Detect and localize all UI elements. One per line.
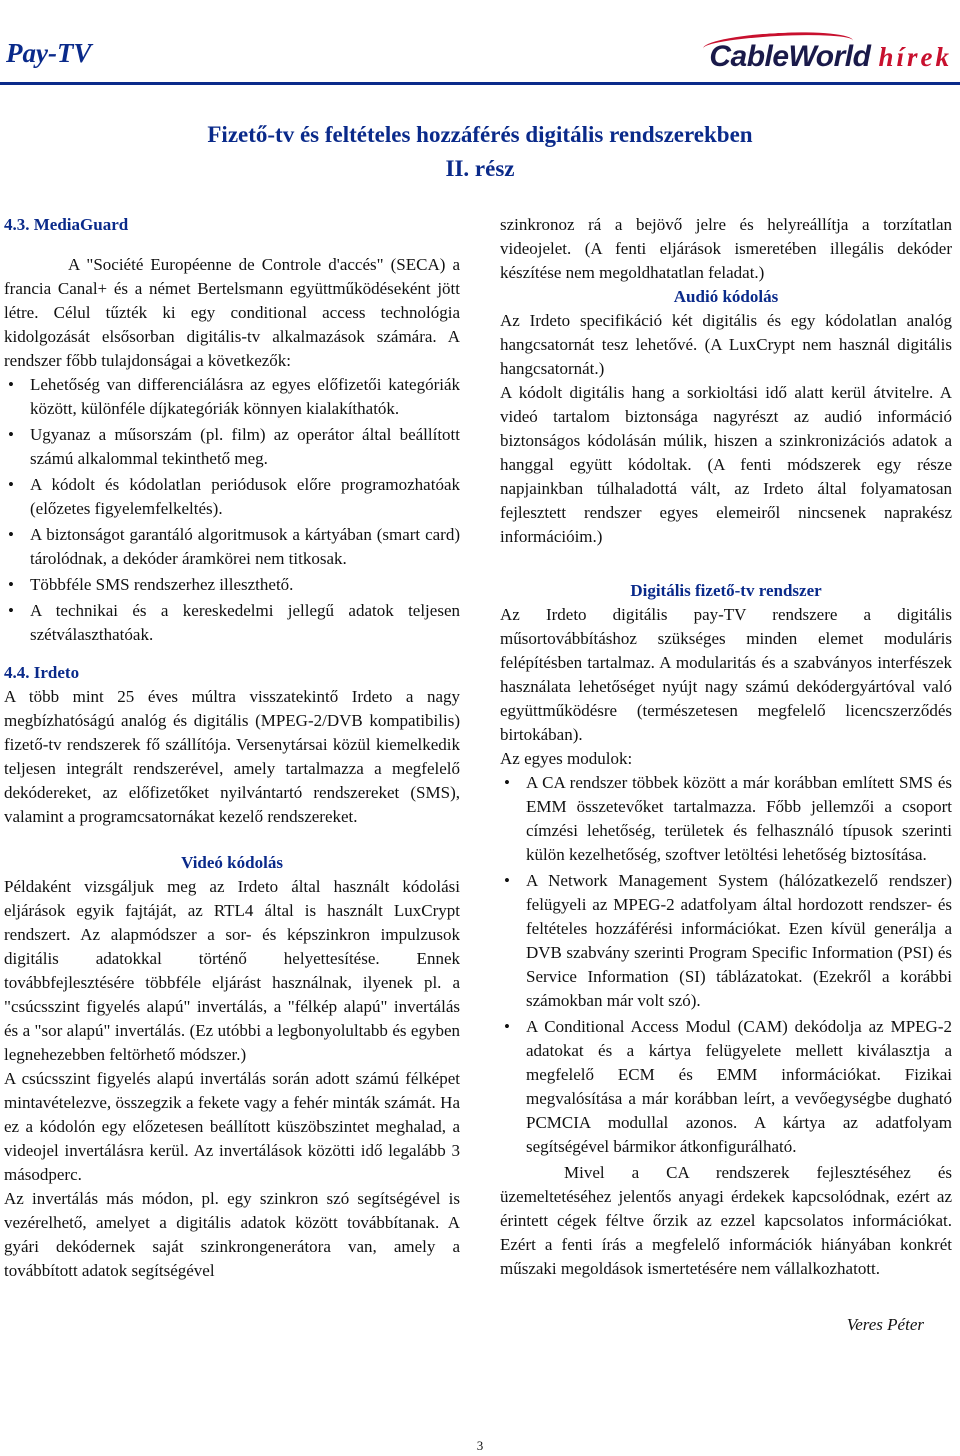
modules-intro: Az egyes modulok:: [500, 749, 633, 768]
list-item: • Ugyanaz a műsorszám (pl. film) az operátor által beállított számú alkalommal tekinthető meg.: [4, 423, 460, 471]
list-item: • Többféle SMS rendszerhez illeszthető.: [4, 573, 460, 597]
closing-paragraph: Mivel a CA rendszerek fejlesztéséhez és üzemeltetéséhez jelentős anyagi érdekek kapcsolódnak, ezért az érintett cégek féltve őrzik az ezzel kapcsolatos információkat. Ezért a fenti írás a megfelelő információk hiányában konkrét műszaki megoldások ismertetésére nem vállalkozhatott.: [500, 1163, 952, 1278]
article-title: [0, 118, 960, 186]
section-heading-irdeto: 4.4. Irdeto: [4, 663, 80, 682]
video-coding-heading: Videó kódolás: [181, 853, 283, 872]
author-signature: Veres Péter: [846, 1315, 924, 1334]
mediaguard-feature-list: [4, 373, 460, 647]
mediaguard-intro: A "Société Européenne de Controle d'accés" (SECA) a francia Canal+ és a német Bertelsmann együttműködéseként jött létre. Célul tűzték ki egy conditional access technológia kidolgozását elsősorban digitális-tv alkalmazások számára. A rendszer főbb tulajdonságai a következők:: [4, 255, 460, 370]
list-item: • A biztonságot garantáló algoritmusok a kártyában (smart card) tárolódnak, a dekóder áramkörei nem titkosak.: [4, 523, 460, 571]
logo-cableworld: CableWorld: [709, 40, 871, 73]
list-item: • A technikai és a kereskedelmi jellegű adatok teljesen szétválaszthatóak.: [4, 599, 460, 647]
audio-paragraph-1: Az Irdeto specifikáció két digitális és egy kódolatlan analóg hangcsatornát tesz lehetővé. (A LuxCrypt nem használ digitális hangcsatornát.): [500, 311, 952, 378]
title-line-2: II. rész: [445, 156, 515, 181]
digital-paytv-heading: Digitális fizető-tv rendszer: [630, 581, 822, 600]
header-divider: [0, 82, 960, 85]
digital-paragraph: Az Irdeto digitális pay-TV rendszere a digitális műsortovábbításhoz szükséges minden elemet moduláris felépítésben tartalmaz. A modularitás és a szabványos interfészek használata lehetőséget nyújt nagy számú dekódergyártóval való együttműködésre (természetesen megfelelő licencszerződés birtokában).: [500, 605, 952, 744]
video-paragraph-3-continued: szinkronoz rá a bejövő jelre és helyreállítja a torzítatlan videojelet. (A fenti eljárások ismeretében illegális dekóder készítése nem megoldhatatlan feladat.): [500, 215, 952, 282]
video-paragraph-2: A csúcsszint figyelés alapú invertálás során adott számú félképet mintavételezve, összegzik a fekete vagy a fehér minták számát. Ha ez a kódolón egy előzetesen beállított küszöbszintet meghalad, a videojel invertálásra kerül. Az invertálások közötti idő legalább 3 másodperc.: [4, 1069, 460, 1184]
modules-list: [500, 771, 952, 1159]
list-item: • A Conditional Access Modul (CAM) dekódolja az MPEG-2 adatokat és a kártya felügyelete mellett kiválasztja a megfelelő ECM és EMM információkat. Fizikai megvalósítása a már korábban leírt, a vevőegységbe dugható PCMCIA modullal azonos. A kártya az adatfolyam segítségével bármikor átkonfigurálható.: [500, 1015, 952, 1159]
section-heading-mediaguard: 4.3. MediaGuard: [4, 215, 129, 234]
title-line-1: Fizető-tv és feltételes hozzáférés digitális rendszerekben: [207, 122, 753, 147]
right-column: [500, 213, 952, 1337]
video-paragraph-3: Az invertálás más módon, pl. egy szinkron szó segítségével is vezérelhető, amelyet a digitális adatok között továbbítanak. A gyári dekódernek saját szinkrongenerátora van, amely a továbbított adatok segítségével: [4, 1189, 460, 1280]
page-number: 3: [476, 1438, 484, 1453]
logo-hirek: hírek: [878, 41, 952, 72]
left-column: [4, 213, 460, 1283]
list-item: • Lehetőség van differenciálásra az egyes előfizetői kategóriák között, különféle díjkategóriák könnyen kialakíthatók.: [4, 373, 460, 421]
publication-logo: [709, 40, 952, 74]
section-label: Pay-TV: [6, 38, 92, 68]
audio-coding-heading: Audió kódolás: [673, 287, 779, 306]
list-item: • A kódolt és kódolatlan periódusok előre programozhatóak (előzetes figyelemfelkeltés).: [4, 473, 460, 521]
video-paragraph-1: Példaként vizsgáljuk meg az Irdeto által használt kódolási eljárások egyik fajtáját, az RTL4 által is használt LuxCrypt rendszert. Az alapmódszer a sor- és képszinkron impulzusok digitális adatokkal történő helyettesítése. Ennek továbbfejlesztésére többféle eljárást használnak, ilyenek pl. a "csúcsszint figyelés alapú" invertálás, a "félkép alapú" invertálás és a "sor alapú" invertálás. (Ez utóbbi a legbonyolultabb és egyben legnehezebben feltörhető módszer.): [4, 877, 460, 1064]
audio-paragraph-2: A kódolt digitális hang a sorkioltási idő alatt kerül átvitelre. A videó tartalom biztonsága nagyrészt az audió információ biztonságos kódolásán múlik, hiszen a szinkronizációs adatok a hanggal együtt kódoltak. (A fenti módszerek egy része napjainkban túlhaladottá vált, az Irdeto által folyamatosan fejlesztett rendszer egyes elemeiről nincsenek naprakész információim.): [500, 383, 952, 546]
irdeto-intro: A több mint 25 éves múltra visszatekintő Irdeto a nagy megbízhatóságú analóg és digitális (MPEG-2/DVB kompatibilis) fizető-tv rendszerek fő szállítója. Versenytársai közül kiemelkedik teljesen integrált rendszerével, amely tartalmazza a megfelelő dekódereket, az előfizetőket nyilvántartó rendszereket (SMS), valamint a programcsatornákat kezelő rendszereket.: [4, 687, 460, 826]
list-item: • A Network Management System (hálózatkezelő rendszer) felügyeli az MPEG-2 adatfolyam által hordozott rendszer- és feltételes hozzáférési információkat. Ezen kívül generálja a DVB szabvány szerinti Program Specific Information (PSI) és Service Information (SI) táblázatokat. (Ezekről a korábbi számokban már volt szó).: [500, 869, 952, 1013]
list-item: • A CA rendszer többek között a már korábban említett SMS és EMM összetevőket tartalmazza. Főbb jellemzői a csoport címzési lehetőség, területek és felhasználó típusok szerinti külön kezelhetőség, szoftver letöltési lehetőség biztosítása.: [500, 771, 952, 867]
